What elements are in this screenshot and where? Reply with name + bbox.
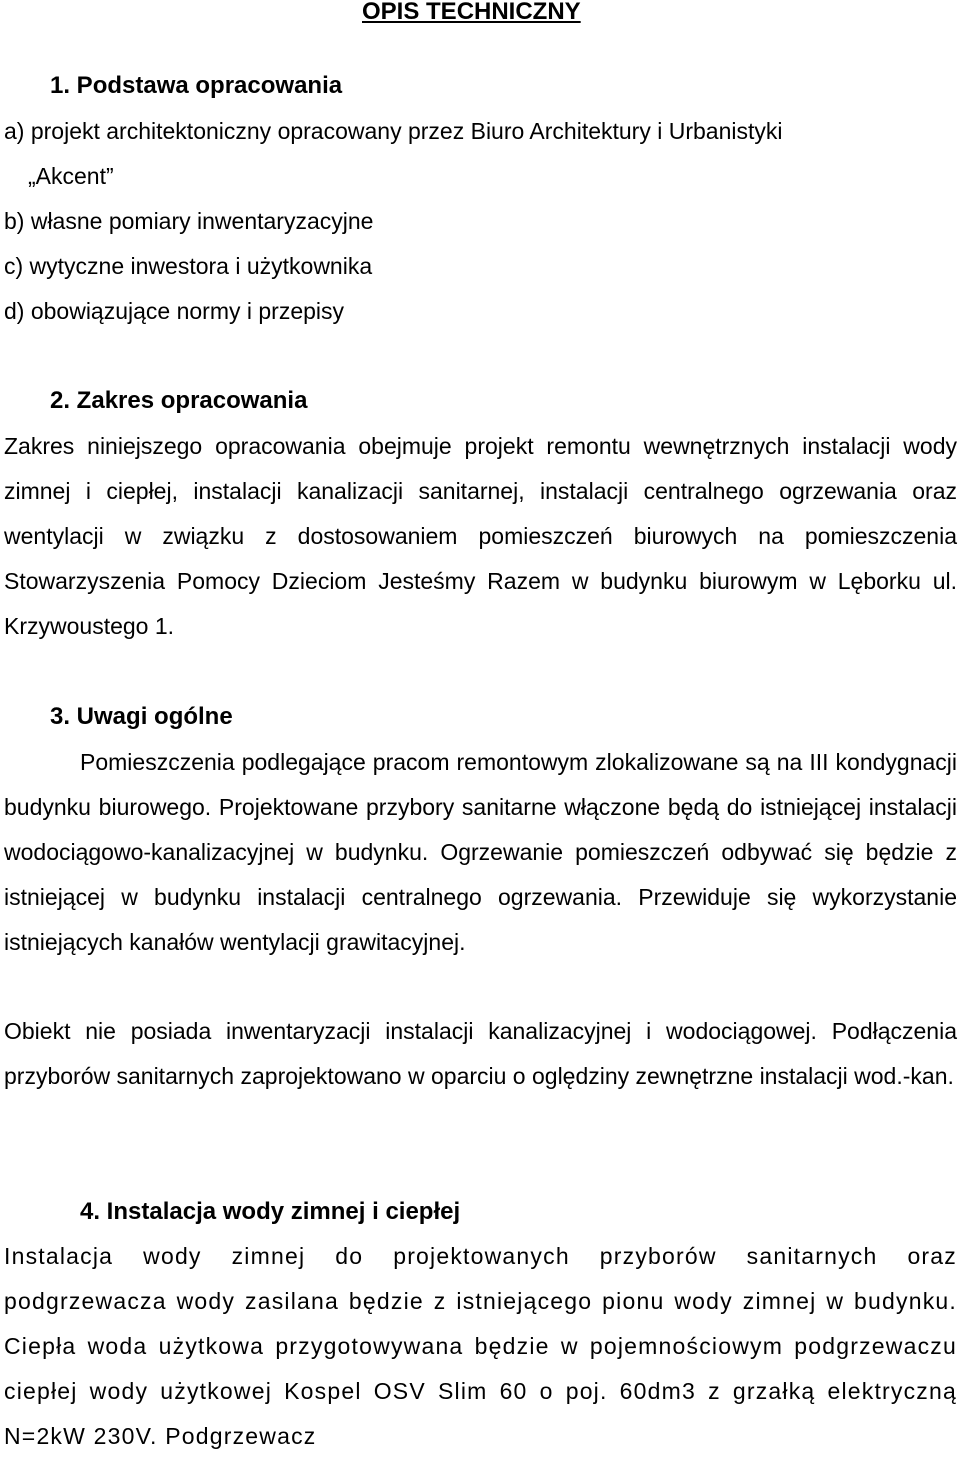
section-3-heading: 3. Uwagi ogólne: [50, 703, 233, 730]
section-1-item-a-continuation: „Akcent”: [28, 163, 114, 189]
section-1-item-b: b) własne pomiary inwentaryzacyjne: [4, 208, 374, 234]
section-3-paragraph-2: Obiekt nie posiada inwentaryzacji instalacji kanalizacyjnej i wodociągowej. Podłączenia przyborów sanitarnych zaprojektowano w oparciu o oględziny zewnętrzne instalacji wod.-kan.: [4, 1018, 957, 1089]
section-1-item-a: a) projekt architektoniczny opracowany przez Biuro Architektury i Urbanistyki: [4, 118, 783, 144]
section-2-heading: 2. Zakres opracowania: [50, 387, 308, 414]
section-3-paragraph-1: [4, 740, 957, 965]
section-3-paragraph-1-text: Pomieszczenia podlegające pracom remontowym zlokalizowane są na III kondygnacji budynku biurowego. Projektowane przybory sanitarne włączone będą do istniejącej instalacji wodociągowo-kanalizacyjnej w budynku. Ogrzewanie pomieszczeń odbywać się będzie z istniejącej w budynku instalacji centralnego ogrzewania. Przewiduje się wykorzystanie istniejących kanałów wentylacji grawitacyjnej.: [4, 749, 957, 955]
section-4-heading: 4. Instalacja wody zimnej i ciepłej: [80, 1198, 461, 1225]
section-4-paragraph: Instalacja wody zimnej do projektowanych przyborów sanitarnych oraz podgrzewacza wody zasilana będzie z istniejącego pionu wody zimnej w budynku. Ciepła woda użytkowa przygotowywana będzie w pojemnościowym podgrzewaczu ciepłej wody użytkowej Kospel OSV Slim 60 o poj. 60dm3 z grzałką elektryczną N=2kW 230V. Podgrzewacz: [4, 1243, 957, 1449]
document-title: OPIS TECHNICZNY: [362, 0, 581, 25]
section-1-item-d: d) obowiązujące normy i przepisy: [4, 298, 345, 324]
section-1-item-c: c) wytyczne inwestora i użytkownika: [4, 253, 373, 279]
section-2-paragraph: Zakres niniejszego opracowania obejmuje projekt remontu wewnętrznych instalacji wody zimnej i ciepłej, instalacji kanalizacji sanitarnej, instalacji centralnego ogrzewania oraz wentylacji w związku z dostosowaniem pomieszczeń biurowych na pomieszczenia Stowarzyszenia Pomocy Dzieciom Jesteśmy Razem w budynku biurowym w Lęborku ul. Krzywoustego 1.: [4, 433, 957, 639]
section-1-heading: 1. Podstawa opracowania: [50, 72, 343, 99]
